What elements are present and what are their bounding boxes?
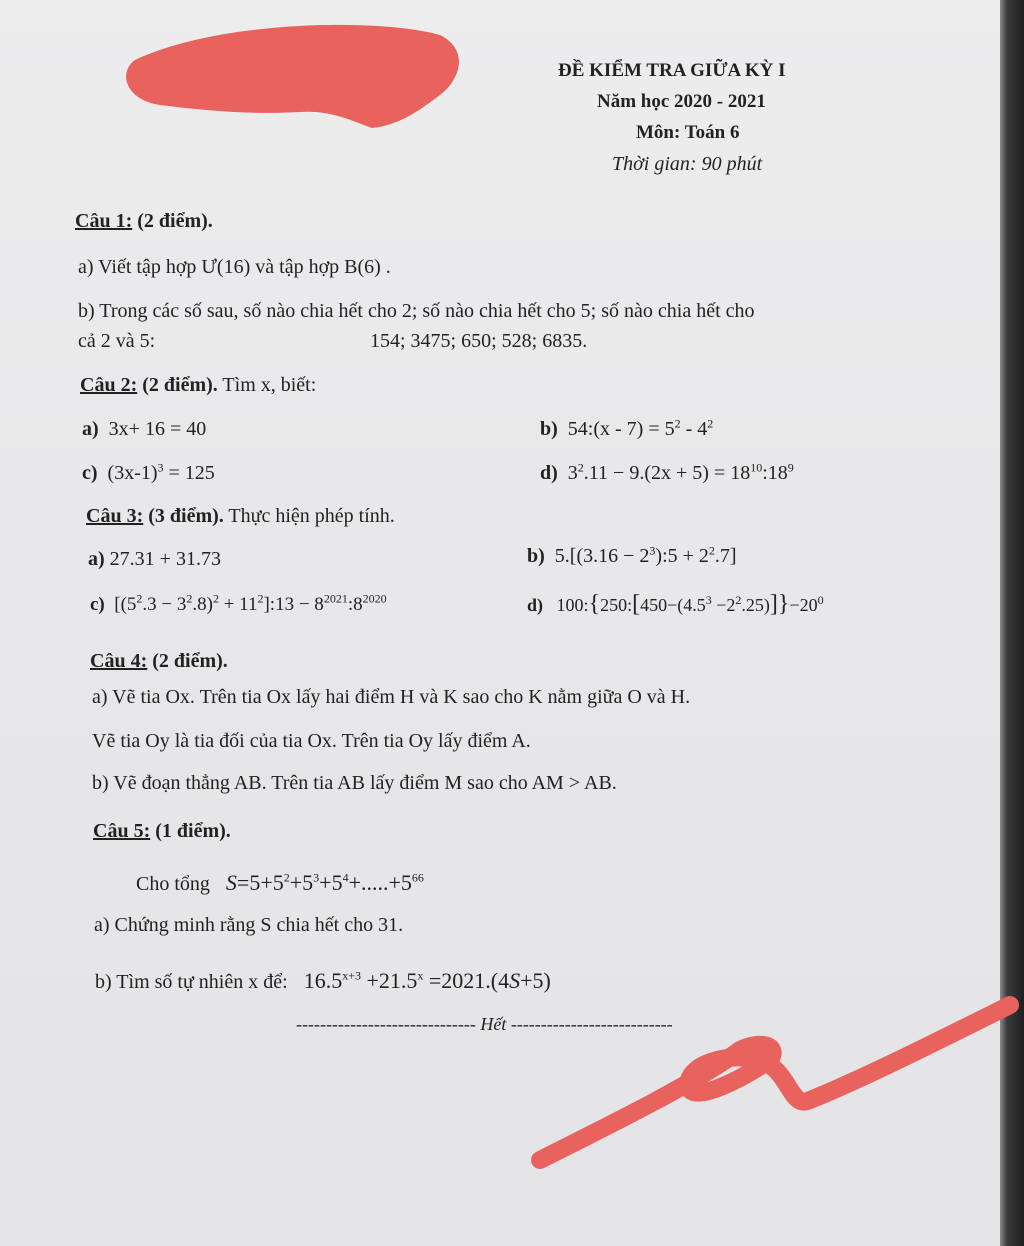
question-4a-line1: a) Vẽ tia Ox. Trên tia Ox lấy hai điểm H và K sao cho K nằm giữa O và H.	[92, 686, 691, 708]
question-1-label: Câu 1:	[75, 210, 133, 232]
question-1b-numbers: 154; 3475; 650; 528; 6835.	[370, 330, 588, 352]
question-3c: c) [$(5^2.3 - 3^2.8)^2$ + $11^2]:13$ − $8^{2021}:8^{2020}$	[90, 591, 387, 615]
question-4b: b) Vẽ đoạn thẳng AB. Trên tia AB lấy điểm M sao cho AM > AB.	[92, 772, 617, 794]
subject: Môn: Toán 6	[636, 122, 740, 143]
question-1a: a) Viết tập hợp Ư(16) và tập hợp B(6) .	[78, 256, 391, 278]
question-4-heading	[90, 650, 228, 673]
question-3d: d) $100:\{250:[450-(4.5^3 -2^2.25)]\}-20^0$	[527, 591, 824, 617]
question-5-points: (1 điểm).	[155, 820, 231, 842]
equation-2a: 3x+ 16 = 40	[103, 418, 207, 440]
expression-3a: 27.31 + 31.73	[109, 548, 221, 570]
question-2b: b) 54:(x - $7) = 5^2 - 4^2$	[540, 416, 714, 440]
question-5a: a) Chứng minh rằng S chia hết cho 31.	[94, 914, 404, 936]
end-line	[296, 1014, 673, 1035]
question-2-label: Câu 2:	[80, 374, 138, 396]
question-4-points: (2 điểm).	[152, 650, 228, 672]
equation-5b: $16.5^{x+3} +21.5^x =2021.(4S+5)$	[292, 968, 551, 993]
exam-title: ĐỀ KIỂM TRA GIỮA KỲ I	[558, 60, 786, 81]
question-5-sum: Cho tổng $S=5+5^2+5^3+5^4+.....+5^{66}$	[136, 870, 424, 895]
question-5-sum-intro: Cho tổng	[136, 873, 210, 895]
question-4-label: Câu 4:	[90, 650, 148, 672]
expression-3c: [$(5^2.3 - 3^2.8)^2$ + $11^2]:13$ − $8^{2021}:8^{2020}$	[109, 591, 387, 615]
duration: Thời gian: 90 phút	[612, 153, 763, 175]
end-dash-right: ---------------------------	[510, 1014, 673, 1034]
question-3a: a) 27.31 + 31.73	[88, 548, 221, 570]
question-3b: b) $5.[(3.16 - 2^3):5 + 2^2.7]$	[527, 543, 737, 567]
question-3-points: (3 điểm).	[148, 505, 224, 527]
end-dash-left: ------------------------------	[296, 1014, 476, 1034]
equation-2b: 54:(x - $7) = 5^2 - 4^2$	[562, 416, 714, 440]
end-text: Hết	[480, 1014, 507, 1034]
question-2d: d) $3^2.11 - 9.(2x + 5)$ = $18^{10}:18^9$	[540, 460, 794, 484]
sum-expression: S	[214, 870, 237, 895]
paper-edge-shadow	[1000, 0, 1024, 1246]
question-3-heading	[86, 505, 395, 528]
question-5-label: Câu 5:	[93, 820, 151, 842]
equation-2c: $(3x-1)^3 = 125$	[102, 460, 215, 484]
expression-3b: $5.[(3.16 - 2^3):5 + 2^2.7]$	[549, 543, 737, 567]
question-1b-line2: cả 2 và 5:	[78, 330, 156, 352]
equation-2d: $3^2.11 - 9.(2x + 5)$ = $18^{10}:18^9$	[562, 460, 794, 484]
question-1-heading	[75, 210, 213, 233]
question-1b-line1: b) Trong các số sau, số nào chia hết cho 2; số nào chia hết cho 5; số nào chia hết cho	[78, 300, 755, 322]
question-5b: b) Tìm số tự nhiên x để: $16.5^{x+3} +21.5^x =2021.(4S+5)$	[95, 968, 551, 993]
question-2-heading	[80, 374, 316, 397]
school-year: Năm học 2020 - 2021	[597, 91, 766, 112]
question-5-heading	[93, 820, 231, 843]
question-2a: a) 3x+ 16 = 40	[82, 418, 207, 440]
question-2c: c) $(3x-1)^3 = 125$	[82, 460, 215, 484]
question-3-prompt: Thực hiện phép tính.	[228, 505, 395, 527]
question-1-points: (2 điểm).	[137, 210, 213, 232]
question-3-label: Câu 3:	[86, 505, 144, 527]
question-4a-line2: Vẽ tia Oy là tia đối của tia Ox. Trên tia Oy lấy điểm A.	[92, 730, 531, 752]
expression-3d: $100:\{250:[450-(4.5^3 -2^2.25)]\}-20^0$	[547, 591, 824, 617]
question-2-points: (2 điểm).	[142, 374, 218, 396]
question-2-prompt: Tìm x, biết:	[222, 374, 317, 396]
